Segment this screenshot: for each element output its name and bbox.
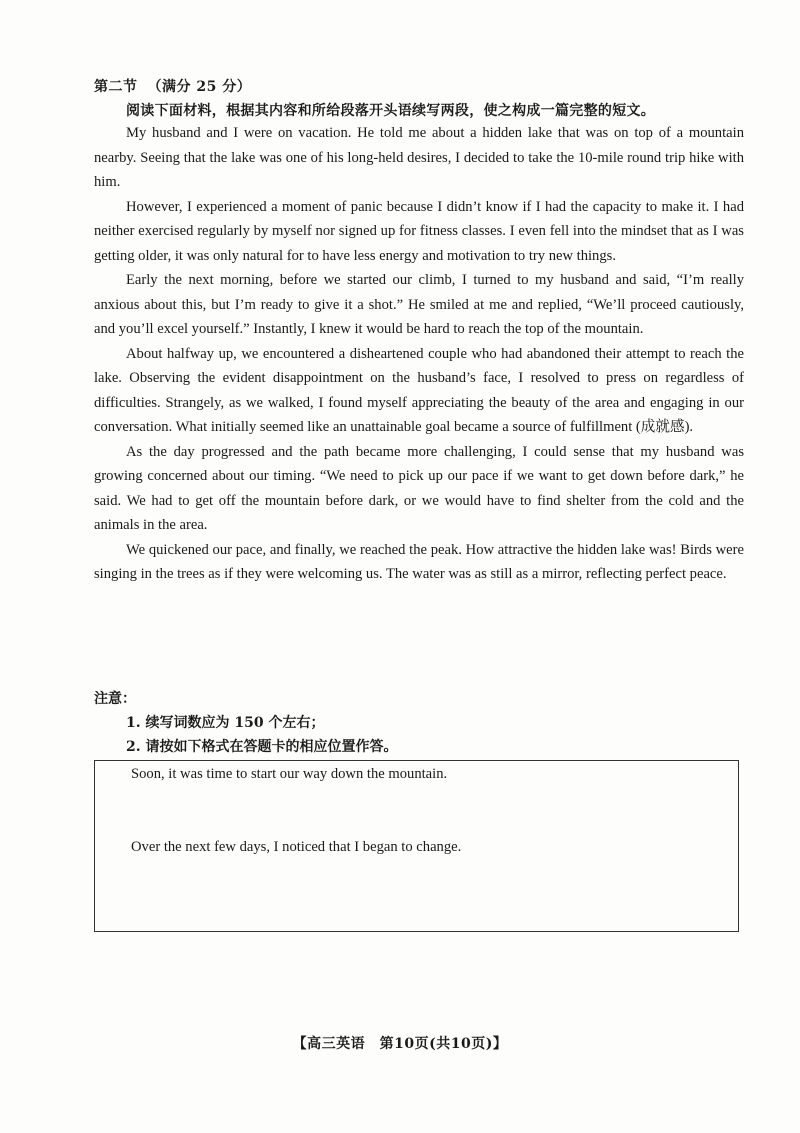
note-word-count: 1. 续写词数应为 150 个左右；: [126, 715, 325, 731]
task-instructions: 阅读下面材料，根据其内容和所给段落开头语续写两段，使之构成一篇完整的短文。: [126, 103, 656, 119]
paragraph-2-opening: Over the next few days, I noticed that I began to change.: [131, 839, 462, 855]
reading-passage: [94, 121, 744, 587]
answer-box: [94, 760, 739, 932]
passage-paragraph: About halfway up, we encountered a disheartened couple who had abandoned their attempt to reach the lake. Observing the evident disappointment on the husband’s face, I resolved to press on regardless of difficulties. Strangely, as we walked, I found myself appreciating the beauty of the area and engaging in our conversation. What initially seemed like an unattainable goal became a source of fulfillment (成就感).: [94, 345, 744, 435]
notes-label: 注意：: [94, 691, 136, 707]
section-heading: [94, 76, 251, 96]
passage-paragraph: As the day progressed and the path became more challenging, I could sense that my husband was growing concerned about our timing. “We need to pick up our pace if we want to get down before dark,” he said. We had to get off the mountain before dark, or we would have to find shelter from the cold and the animals in the area.: [94, 443, 744, 533]
passage-paragraph: We quickened our pace, and finally, we reached the peak. How attractive the hidden lake was! Birds were singing in the trees as if they were welcoming us. The water was as still as a mirror, reflecting perfect peace.: [94, 541, 744, 582]
note-answer-format: 2. 请按如下格式在答题卡的相应位置作答。: [126, 739, 398, 755]
passage-paragraph: Early the next morning, before we started our climb, I turned to my husband and said, “I’m really anxious about this, but I’m ready to give it a shot.” He smiled at me and replied, “We’ll proceed cautiously, and you’ll excel yourself.” Instantly, I knew it would be hard to reach the top of the mountain.: [94, 272, 744, 337]
page-footer: 【高三英语 第10页(共10页)】: [292, 1036, 508, 1052]
section-title: 第二节: [94, 79, 138, 95]
passage-paragraph: My husband and I were on vacation. He told me about a hidden lake that was on top of a mountain nearby. Seeing that the lake was one of his long-held desires, I decided to take the 10-mile round trip hike with him.: [94, 125, 744, 190]
passage-paragraph: However, I experienced a moment of panic because I didn’t know if I had the capacity to make it. I had neither exercised regularly by myself nor signed up for fitness classes. I even fell into the mindset that as I was getting older, it was only natural for to have less energy and motivation to try new things.: [94, 198, 744, 264]
section-score: （满分 25 分）: [147, 79, 252, 95]
paragraph-1-opening: Soon, it was time to start our way down the mountain.: [131, 766, 448, 782]
